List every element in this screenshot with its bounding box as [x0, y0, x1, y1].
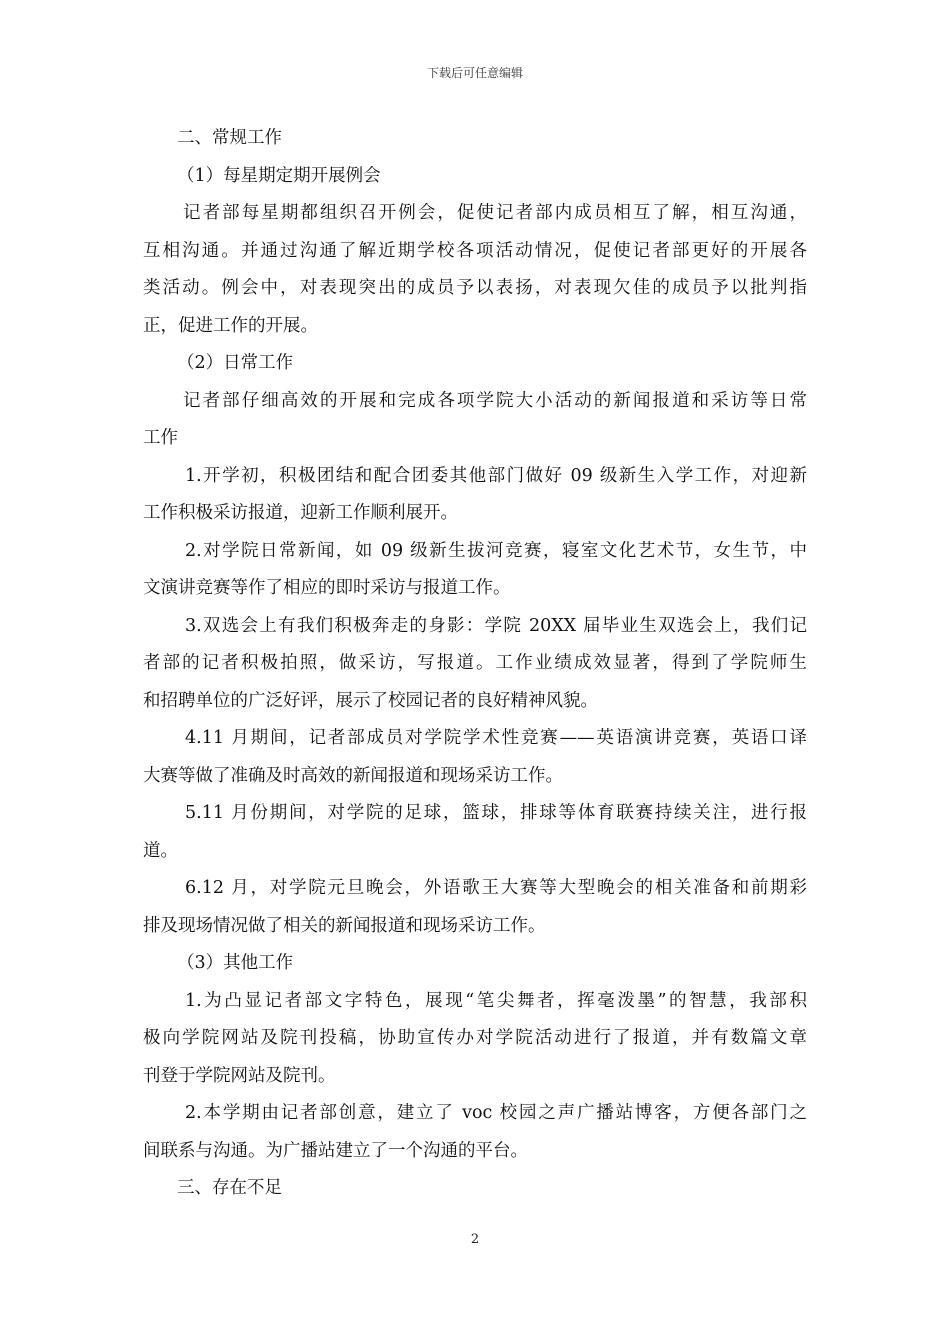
list-item-line: 和招聘单位的广泛好评，展示了校园记者的良好精神风貌。 [143, 690, 598, 711]
list-item-line: 文演讲竞赛等作了相应的即时采访与报道工作。 [143, 578, 511, 598]
paragraph-line: 记者部每星期都组织召开例会，促使记者部内成员相互了解，相互沟通， [183, 203, 807, 223]
list-item-line: 刊登于学院网站及院刊。 [143, 1065, 336, 1086]
section-heading: 三、存在不足 [177, 1178, 282, 1198]
subsection-heading: （1）每星期定期开展例会 [177, 165, 381, 186]
list-item-line: 间联系与沟通。为广播站建立了一个沟通的平台。 [143, 1140, 528, 1161]
section-heading: 二、常规工作 [177, 128, 282, 148]
list-item-line: 3.双选会上有我们积极奔走的身影：学院 20XX 届毕业生双选会上，我们记 [185, 615, 807, 636]
list-item-line: 极向学院网站及院刊投稿，协助宣传办对学院活动进行了报道，并有数篇文章 [143, 1028, 807, 1048]
paragraph-line: 类活动。例会中，对表现突出的成员予以表扬，对表现欠佳的成员予以批判指 [143, 278, 807, 298]
list-item-line: 排及现场情况做了相关的新闻报道和现场采访工作。 [143, 915, 546, 936]
list-item-line: 1.开学初，积极团结和配合团委其他部门做好 09 级新生入学工作，对迎新 [185, 465, 807, 486]
list-item-line: 大赛等做了准确及时高效的新闻报道和现场采访工作。 [143, 765, 563, 786]
list-item-line: 2.本学期由记者部创意，建立了 voc 校园之声广播站博客，方便各部门之 [185, 1103, 807, 1123]
list-item-line: 4.11 月期间，记者部成员对学院学术性竞赛——英语演讲竞赛，英语口译 [185, 728, 807, 748]
paragraph-line: 工作 [143, 428, 178, 448]
list-item-line: 6.12 月，对学院元旦晚会，外语歌王大赛等大型晚会的相关准备和前期彩 [185, 878, 807, 898]
paragraph-line: 记者部仔细高效的开展和完成各项学院大小活动的新闻报道和采访等日常 [183, 390, 807, 411]
list-item-line: 5.11 月份期间，对学院的足球，篮球，排球等体育联赛持续关注，进行报 [185, 803, 807, 823]
page-number: 2 [470, 1232, 480, 1247]
list-item-line: 者部的记者积极拍照，做采访，写报道。工作业绩成效显著，得到了学院师生 [143, 653, 807, 673]
list-item-line: 工作积极采访报道，迎新工作顺利展开。 [143, 503, 458, 523]
list-item-line: 道。 [143, 840, 178, 861]
subsection-heading: （3）其他工作 [177, 953, 294, 973]
page-header: 下载后可任意编辑 [426, 66, 523, 80]
subsection-heading: （2）日常工作 [177, 353, 294, 373]
document-body [143, 120, 807, 1208]
list-item-line: 2.对学院日常新闻，如 09 级新生拔河竞赛，寝室文化艺术节，女生节，中 [185, 540, 807, 561]
list-item-line: 1.为凸显记者部文字特色，展现“笔尖舞者，挥毫泼墨”的智慧，我部积 [185, 990, 807, 1011]
paragraph-line: 正，促进工作的开展。 [143, 315, 318, 336]
paragraph-line: 互相沟通。并通过沟通了解近期学校各项活动情况，促使记者部更好的开展各 [143, 240, 807, 261]
